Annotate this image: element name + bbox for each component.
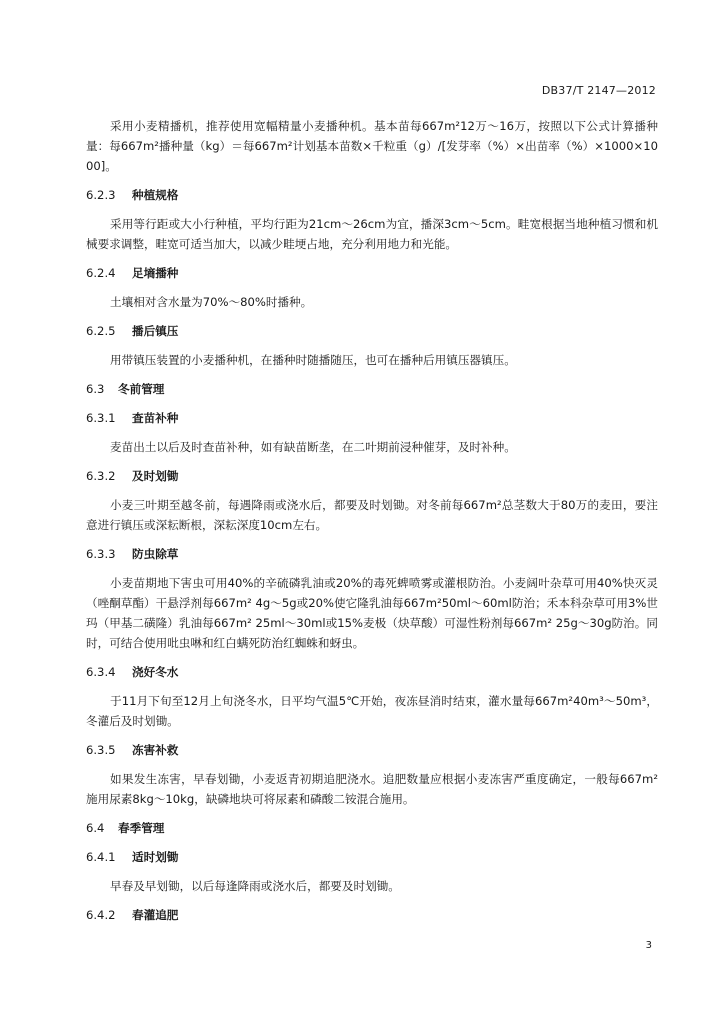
section-paragraph-6-2-3: 采用等行距或大小行种植，平均行距为21cm～26cm为宜，播深3cm～5cm。畦宽根据当地种植习惯和机械要求调整，畦宽可适当加大，以减少畦埂占地，充分利用地力和光能。	[86, 217, 658, 251]
section-title: 春灌追肥	[132, 908, 179, 922]
document-code: DB37/T 2147—2012	[541, 84, 656, 97]
section-paragraph-6-3-3: 小麦苗期地下害虫可用40%的辛硫磷乳油或20%的毒死蜱喷雾或灌根防治。小麦阔叶杂草可用40%快灭灵（唑酮草酯）干悬浮剂每667m² 4g～5g或20%使它隆乳油每667m²50ml～60ml防治；禾本科杂草可用3%世玛（甲基二磺隆）乳油每667m² 25ml～30ml或15%麦极（炔草酸）可湿性粉剂每667m² 25g～30g防治。同时，可结合使用吡虫啉和红白螨死防治红蜘蛛和蚜虫。	[86, 576, 658, 650]
document-body	[86, 116, 658, 934]
section-title: 查苗补种	[132, 411, 179, 425]
section-heading-6-3	[86, 379, 658, 399]
section-title: 浇好冬水	[132, 665, 179, 679]
section-heading-6-2-5	[86, 321, 658, 341]
section-number: 6.4.1	[86, 850, 116, 864]
section-paragraph-6-3-5: 如果发生冻害，早春划锄，小麦返青初期追肥浇水。追肥数量应根据小麦冻害严重度确定，一般每667m²施用尿素8kg～10kg，缺磷地块可将尿素和磷酸二铵混合施用。	[86, 772, 658, 806]
page-number: 3	[645, 940, 652, 951]
section-paragraph-6-2-4: 土壤相对含水量为70%～80%时播种。	[110, 295, 313, 309]
section-heading-6-3-3	[86, 544, 658, 564]
intro-paragraph: 采用小麦精播机，推荐使用宽幅精量小麦播种机。基本苗每667m²12万～16万，按照以下公式计算播种量：每667m²播种量（kg）＝每667m²计划基本苗数×千粒重（g）/[发芽率（%）×出苗率（%）×1000×1000]。	[86, 119, 658, 173]
section-title: 播后镇压	[132, 324, 179, 338]
section-number: 6.3.4	[86, 665, 116, 679]
section-title: 防虫除草	[132, 547, 179, 561]
section-number: 6.4	[86, 821, 105, 835]
section-heading-6-4-1	[86, 847, 658, 867]
section-heading-6-2-3	[86, 185, 658, 205]
section-title: 种植规格	[132, 188, 179, 202]
section-title: 春季管理	[118, 821, 165, 835]
section-paragraph-6-4-1: 早春及早划锄，以后每逢降雨或浇水后，都要及时划锄。	[110, 879, 400, 893]
section-paragraph-6-2-5: 用带镇压装置的小麦播种机，在播种时随播随压，也可在播种后用镇压器镇压。	[110, 353, 516, 367]
section-number: 6.2.4	[86, 266, 116, 280]
section-number: 6.3.3	[86, 547, 116, 561]
section-number: 6.2.3	[86, 188, 116, 202]
section-title: 足墒播种	[132, 266, 179, 280]
section-paragraph-6-3-4: 于11月下旬至12月上旬浇冬水，日平均气温5℃开始，夜冻昼消时结束，灌水量每667m²40m³～50m³，冬灌后及时划锄。	[86, 694, 658, 728]
section-number: 6.3.1	[86, 411, 116, 425]
section-number: 6.3.2	[86, 469, 116, 483]
section-heading-6-3-2	[86, 466, 658, 486]
section-title: 及时划锄	[132, 469, 179, 483]
section-paragraph-6-3-1: 麦苗出土以后及时查苗补种，如有缺苗断垄，在二叶期前浸种催芽，及时补种。	[110, 440, 516, 454]
section-heading-6-3-1	[86, 408, 658, 428]
section-title: 冻害补救	[132, 743, 179, 757]
section-heading-6-4-2	[86, 905, 658, 925]
section-heading-6-4	[86, 818, 658, 838]
section-paragraph-6-3-2: 小麦三叶期至越冬前，每遇降雨或浇水后，都要及时划锄。对冬前每667m²总茎数大于80万的麦田，要注意进行镇压或深耘断根，深耘深度10cm左右。	[86, 498, 658, 532]
section-heading-6-3-5	[86, 740, 658, 760]
section-heading-6-2-4	[86, 263, 658, 283]
section-number: 6.2.5	[86, 324, 116, 338]
section-number: 6.4.2	[86, 908, 116, 922]
section-title: 适时划锄	[132, 850, 179, 864]
section-number: 6.3.5	[86, 743, 116, 757]
section-heading-6-3-4	[86, 662, 658, 682]
section-number: 6.3	[86, 382, 105, 396]
section-title: 冬前管理	[118, 382, 165, 396]
